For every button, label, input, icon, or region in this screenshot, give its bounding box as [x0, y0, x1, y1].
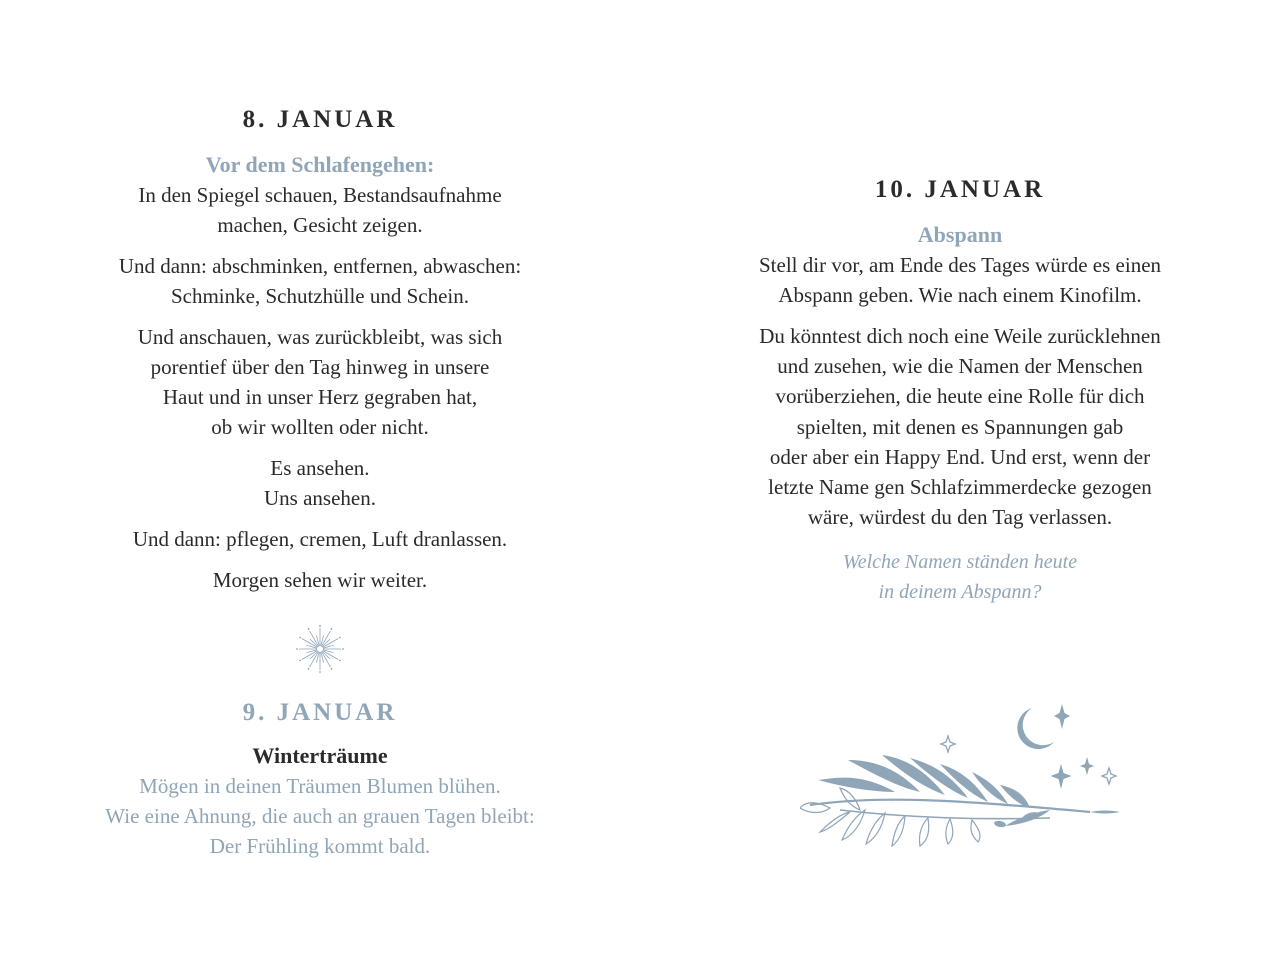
starburst-icon [0, 624, 640, 674]
entry-jan-10 [640, 176, 1280, 607]
entry-paragraph: Es ansehen. Uns ansehen. [264, 456, 376, 511]
sparkle-icon [941, 736, 955, 752]
entry-subtitle: Vor dem Schlafengehen: [205, 152, 435, 177]
sparkle-icon [1080, 757, 1094, 775]
moon-icon [1017, 708, 1054, 749]
entry-paragraph: Stell dir vor, am Ende des Tages würde es einen Abspann geben. Wie nach einem Kinofilm. [758, 253, 1162, 308]
entry-date: 9. JANUAR [242, 699, 398, 726]
entry-paragraph: In den Spiegel schauen, Bestandsaufnahme machen, Gesicht zeigen. [138, 183, 502, 238]
entry-paragraph: Und anschauen, was zurückbleibt, was sich porentief über den Tag hinweg in unsere Haut und in unser Herz gegraben hat, ob wir wollten oder nicht. [137, 324, 503, 440]
leaf-branch-icon [800, 755, 1120, 846]
entry-date: 10. JANUAR [874, 176, 1046, 203]
entry-poem: Mögen in deinen Träumen Blumen blühen. Wie eine Ahnung, die auch an grauen Tagen bleibt: Der Frühling kommt bald. [105, 774, 535, 859]
sparkle-icon [1102, 768, 1116, 784]
entry-subtitle: Winterträume [252, 743, 388, 768]
entry-paragraph: Und dann: abschminken, entfernen, abwaschen: Schminke, Schutzhülle und Schein. [118, 253, 522, 309]
entry-date: 8. JANUAR [242, 106, 398, 133]
entry-paragraph: Und dann: pflegen, cremen, Luft dranlassen. [132, 527, 508, 552]
sparkle-icon [1051, 764, 1072, 789]
entry-question: Welche Namen ständen heute in deinem Abspann? [842, 550, 1078, 603]
right-page [640, 0, 1280, 960]
entry-jan-9 [0, 699, 640, 872]
night-illustration [640, 700, 1280, 860]
sparkle-icon [1054, 704, 1070, 729]
entry-paragraph: Du könntest dich noch eine Weile zurücklehnen und zusehen, wie die Namen der Menschen vorüberziehen, die heute eine Rolle für dich spielten, mit denen es Spannungen gab oder aber ein Happy End. Und erst, wenn der letzte Name gen Schlafzimmerdecke gezogen wäre, würdest du den Tag verlassen. [759, 323, 1161, 530]
entry-paragraph: Morgen sehen wir weiter. [212, 567, 428, 592]
entry-jan-8 [0, 106, 640, 605]
entry-subtitle: Abspann [917, 222, 1003, 247]
